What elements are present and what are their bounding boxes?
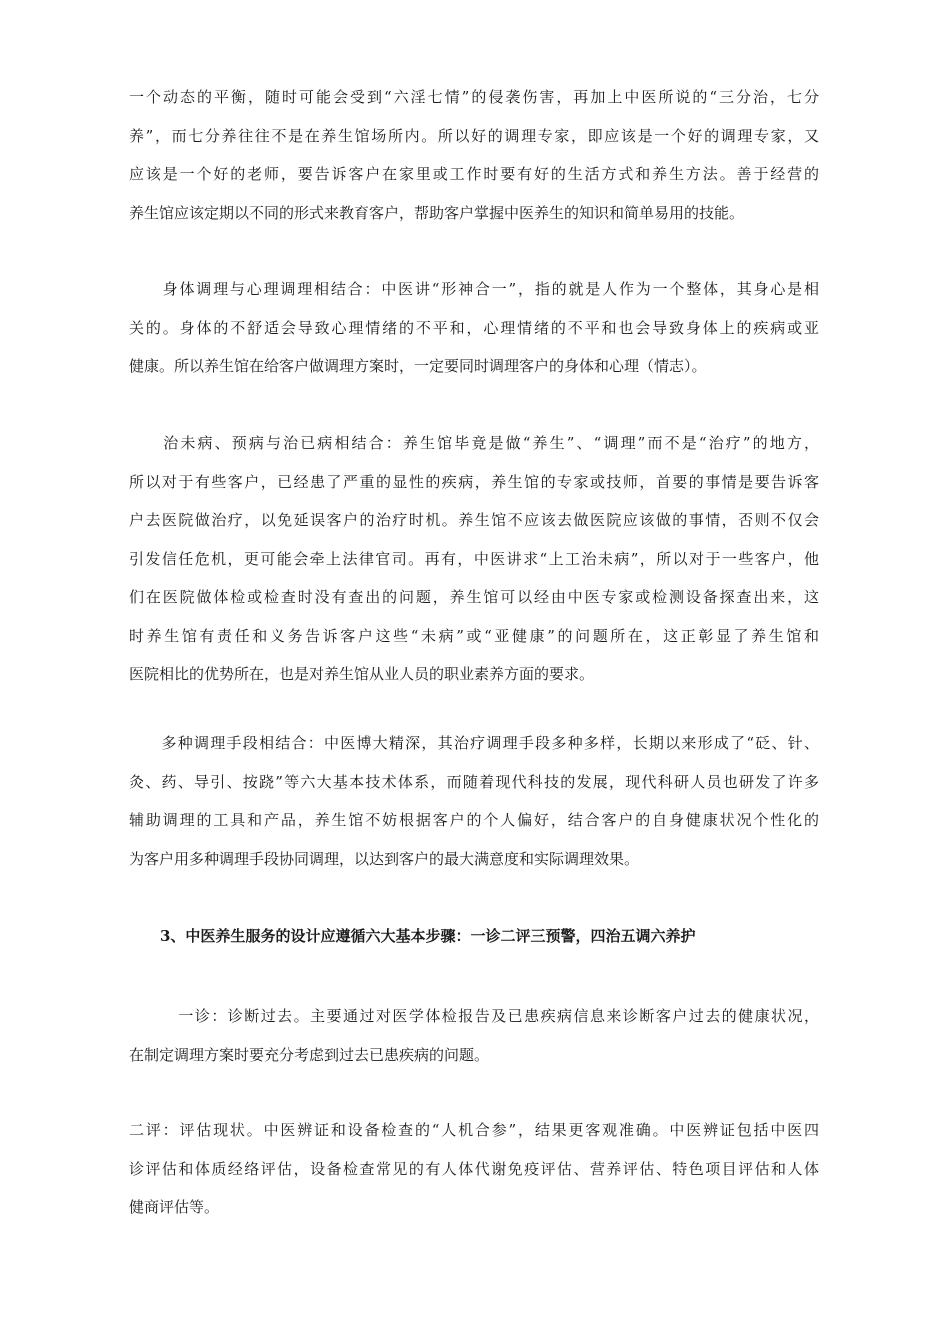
text-line: 在制定调理方案时要充分考虑到过去已患疾病的问题。 (129, 1045, 490, 1064)
text-line: 关的。身体的不舒适会导致心理情绪的不平和，心理情绪的不平和也会导致身体上的疾病或亚 (129, 318, 819, 337)
paragraph-prevention (129, 424, 819, 694)
text-line: 引发信任危机，更可能会牵上法律官司。再有，中医讲求“上工治未病”，所以对于一些客户，他 (129, 549, 819, 568)
text-line: 户去医院做治疗，以免延误客户的治疗时机。养生馆不应该去做医院应该做的事情，否则不仅会 (129, 511, 819, 529)
text-line: 应该是一个好的老师，要告诉客户在家里或工作时要有好的生活方式和养生方法。善于经营的 (129, 165, 819, 183)
text-line: 养”，而七分养往往不是在养生馆场所内。所以好的调理专家，即应该是一个好的调理专家，又 (129, 126, 819, 145)
text-line: 灸、药、导引、按跷”等六大基本技术体系，而随着现代科技的发展，现代科研人员也研发了许多 (129, 772, 819, 791)
text-line: 二评：评估现状。中医辨证和设备检查的“人机合参”，结果更客观准确。中医辨证包括中医四 (129, 1121, 819, 1139)
text-line: 辅助调理的工具和产品，养生馆不妨根据客户的个人偏好，结合客户的自身健康状况个性化的 (129, 811, 819, 829)
text-line: 身体调理与心理调理相结合：中医讲“形神合一”，指的就是人作为一个整体，其身心是相 (129, 280, 819, 298)
text-line: 所以对于有些客户，已经患了严重的显性的疾病，养生馆的专家或技师，首要的事情是要告诉客 (129, 472, 819, 491)
paragraph-balance (129, 78, 819, 232)
text-line: 时养生馆有责任和义务告诉客户这些“未病”或“亚健康”的问题所在，这正彰显了养生馆和 (129, 626, 819, 645)
text-line: 医院相比的优势所在，也是对养生馆从业人员的职业素养方面的要求。 (129, 665, 595, 683)
text-line: 一诊：诊断过去。主要通过对医学体检报告及已患疾病信息来诊断客户过去的健康状况， (129, 1007, 819, 1025)
paragraph-body-mind (129, 270, 819, 386)
text-line: 养生馆应该定期以不同的形式来教育客户，帮助客户掌握中医养生的知识和简单易用的技能。 (129, 203, 745, 222)
text-line: 多种调理手段相结合：中医博大精深，其治疗调理手段多种多样，长期以来形成了“砭、针、 (129, 734, 819, 752)
paragraph-assessment (129, 1111, 819, 1227)
paragraph-diagnosis (129, 997, 819, 1074)
section-heading: 3、中医养生服务的设计应遵循六大基本步骤：一诊二评三预警，四治五调六养护 (160, 927, 696, 945)
text-line: 为客户用多种调理手段协同调理，以达到客户的最大满意度和实际调理效果。 (129, 849, 640, 868)
text-line: 健康。所以养生馆在给客户做调理方案时，一定要同时调理客户的身体和心理（情志）。 (129, 357, 707, 375)
paragraph-methods (129, 724, 819, 878)
text-line: 们在医院做体检或检查时没有查出的问题，养生馆可以经由中医专家或检测设备探查出来，这 (129, 588, 819, 606)
text-line: 治未病、预病与治已病相结合：养生馆毕竟是做“养生”、“调理”而不是“治疗”的地方， (129, 434, 819, 452)
text-line: 一个动态的平衡，随时可能会受到“六淫七情”的侵袭伤害，再加上中医所说的“三分治，七分 (129, 88, 819, 106)
text-line: 诊评估和体质经络评估，设备检查常见的有人体代谢免疫评估、营养评估、特色项目评估和人体 (129, 1159, 819, 1178)
text-line: 健商评估等。 (129, 1198, 220, 1216)
